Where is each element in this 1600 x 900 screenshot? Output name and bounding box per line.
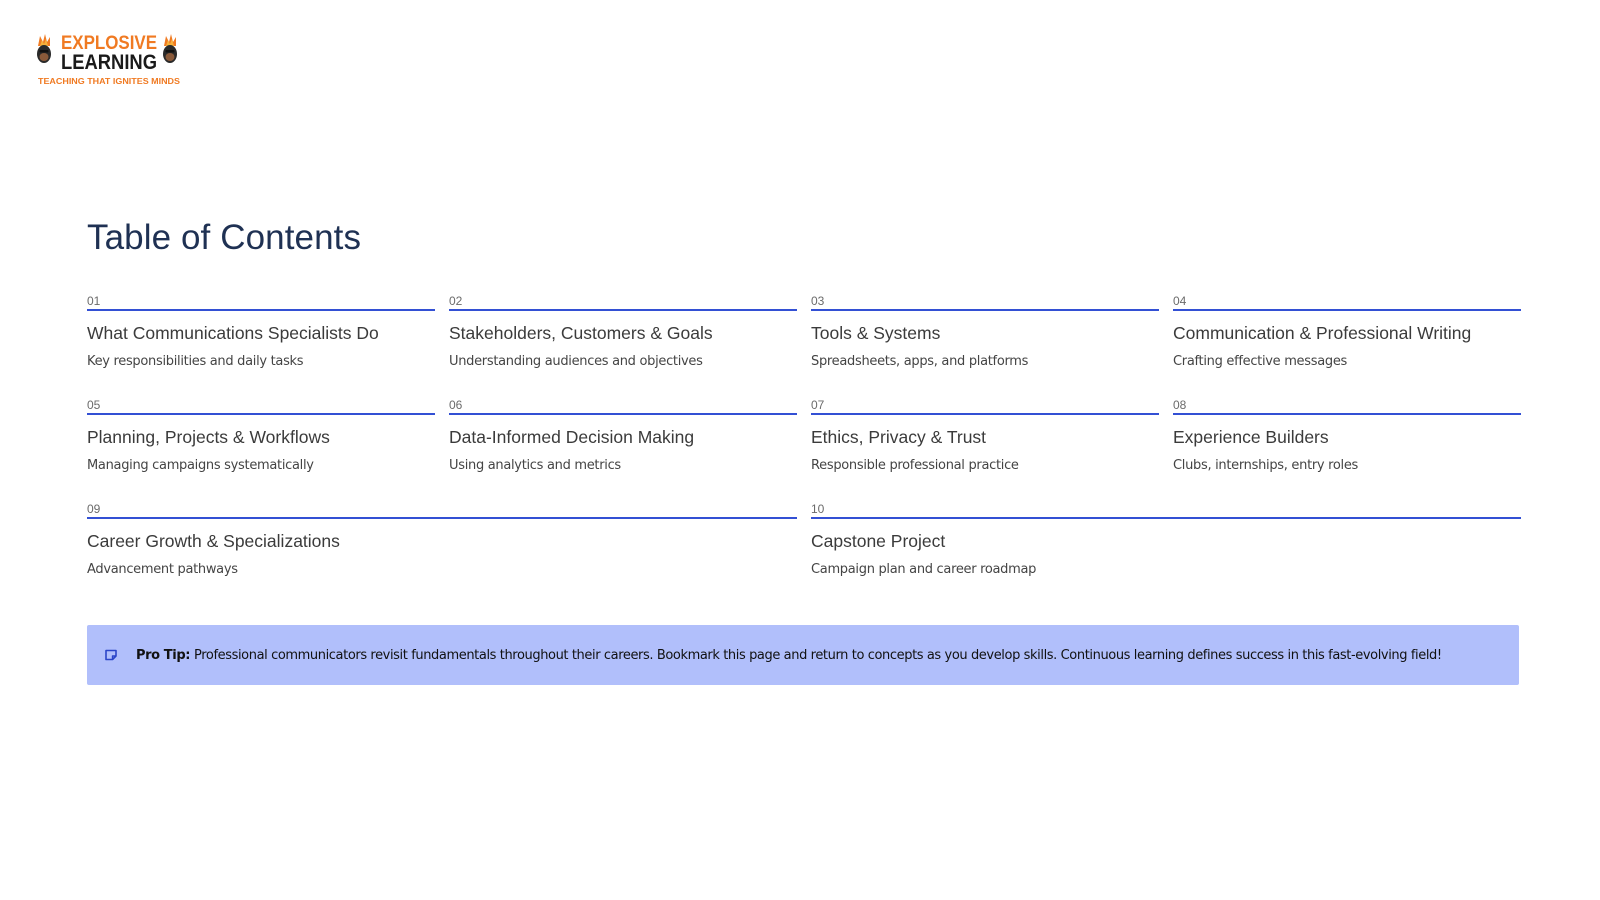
toc-title: Planning, Projects & Workflows	[87, 427, 330, 447]
toc-subtitle: Key responsibilities and daily tasks	[87, 354, 304, 369]
logo-tagline: TEACHING THAT IGNITES MINDS	[38, 77, 181, 86]
toc-divider	[811, 517, 1521, 519]
toc-item-08[interactable]	[1173, 398, 1521, 474]
toc-item-09[interactable]	[87, 502, 797, 578]
toc-divider	[87, 517, 797, 519]
toc-number: 08	[1173, 398, 1187, 412]
toc-number: 09	[87, 502, 101, 516]
toc-divider	[811, 309, 1159, 311]
toc-subtitle: Advancement pathways	[87, 562, 238, 577]
toc-title: Tools & Systems	[811, 323, 941, 343]
toc-number: 10	[811, 502, 825, 516]
toc-title: Stakeholders, Customers & Goals	[449, 323, 713, 343]
toc-subtitle: Managing campaigns systematically	[87, 458, 314, 473]
toc-item-06[interactable]	[449, 398, 797, 474]
toc-divider	[87, 309, 435, 311]
toc-title: Ethics, Privacy & Trust	[811, 427, 987, 447]
right-flame-head-icon	[163, 34, 177, 63]
toc-item-01[interactable]	[87, 294, 435, 370]
toc-divider	[1173, 309, 1521, 311]
left-flame-head-icon	[37, 34, 51, 63]
toc-grid	[87, 294, 1519, 578]
toc-number: 04	[1173, 294, 1187, 308]
toc-subtitle: Understanding audiences and objectives	[449, 354, 703, 369]
logo-graphic	[34, 32, 194, 92]
toc-item-05[interactable]	[87, 398, 435, 474]
toc-number: 01	[87, 294, 101, 308]
note-icon	[104, 648, 118, 662]
toc-number: 03	[811, 294, 825, 308]
logo-line1: EXPLOSIVE	[61, 33, 157, 54]
toc-divider	[449, 413, 797, 415]
toc-divider	[449, 309, 797, 311]
toc-divider	[1173, 413, 1521, 415]
toc-item-03[interactable]	[811, 294, 1159, 370]
toc-title: Experience Builders	[1173, 427, 1329, 447]
toc-item-02[interactable]	[449, 294, 797, 370]
toc-item-10[interactable]	[811, 502, 1521, 578]
pro-tip-banner	[87, 625, 1519, 685]
toc-number: 06	[449, 398, 463, 412]
toc-title: Career Growth & Specializations	[87, 531, 340, 551]
toc-divider	[87, 413, 435, 415]
logo-line2: LEARNING	[61, 51, 157, 74]
toc-subtitle: Using analytics and metrics	[449, 458, 621, 473]
toc-subtitle: Clubs, internships, entry roles	[1173, 458, 1359, 473]
pro-tip-label: Pro Tip:	[136, 647, 191, 663]
page-title: Table of Contents	[87, 218, 362, 257]
toc-subtitle: Responsible professional practice	[811, 458, 1019, 473]
toc-title: Data-Informed Decision Making	[449, 427, 695, 447]
toc-item-07[interactable]	[811, 398, 1159, 474]
toc-subtitle: Spreadsheets, apps, and platforms	[811, 354, 1029, 369]
brand-logo	[34, 32, 194, 92]
toc-title: Capstone Project	[811, 531, 946, 551]
toc-divider	[811, 413, 1159, 415]
toc-number: 02	[449, 294, 463, 308]
toc-subtitle: Campaign plan and career roadmap	[811, 562, 1037, 577]
toc-number: 05	[87, 398, 101, 412]
toc-subtitle: Crafting effective messages	[1173, 354, 1347, 369]
toc-item-04[interactable]	[1173, 294, 1521, 370]
toc-title: Communication & Professional Writing	[1173, 323, 1472, 343]
pro-tip-text: Professional communicators revisit fundamentals throughout their careers. Bookmark this page and return to concepts as you develop skills. Continuous learning defines success in this fast-evolving field!	[194, 647, 1442, 663]
toc-number: 07	[811, 398, 825, 412]
toc-title: What Communications Specialists Do	[87, 323, 379, 343]
